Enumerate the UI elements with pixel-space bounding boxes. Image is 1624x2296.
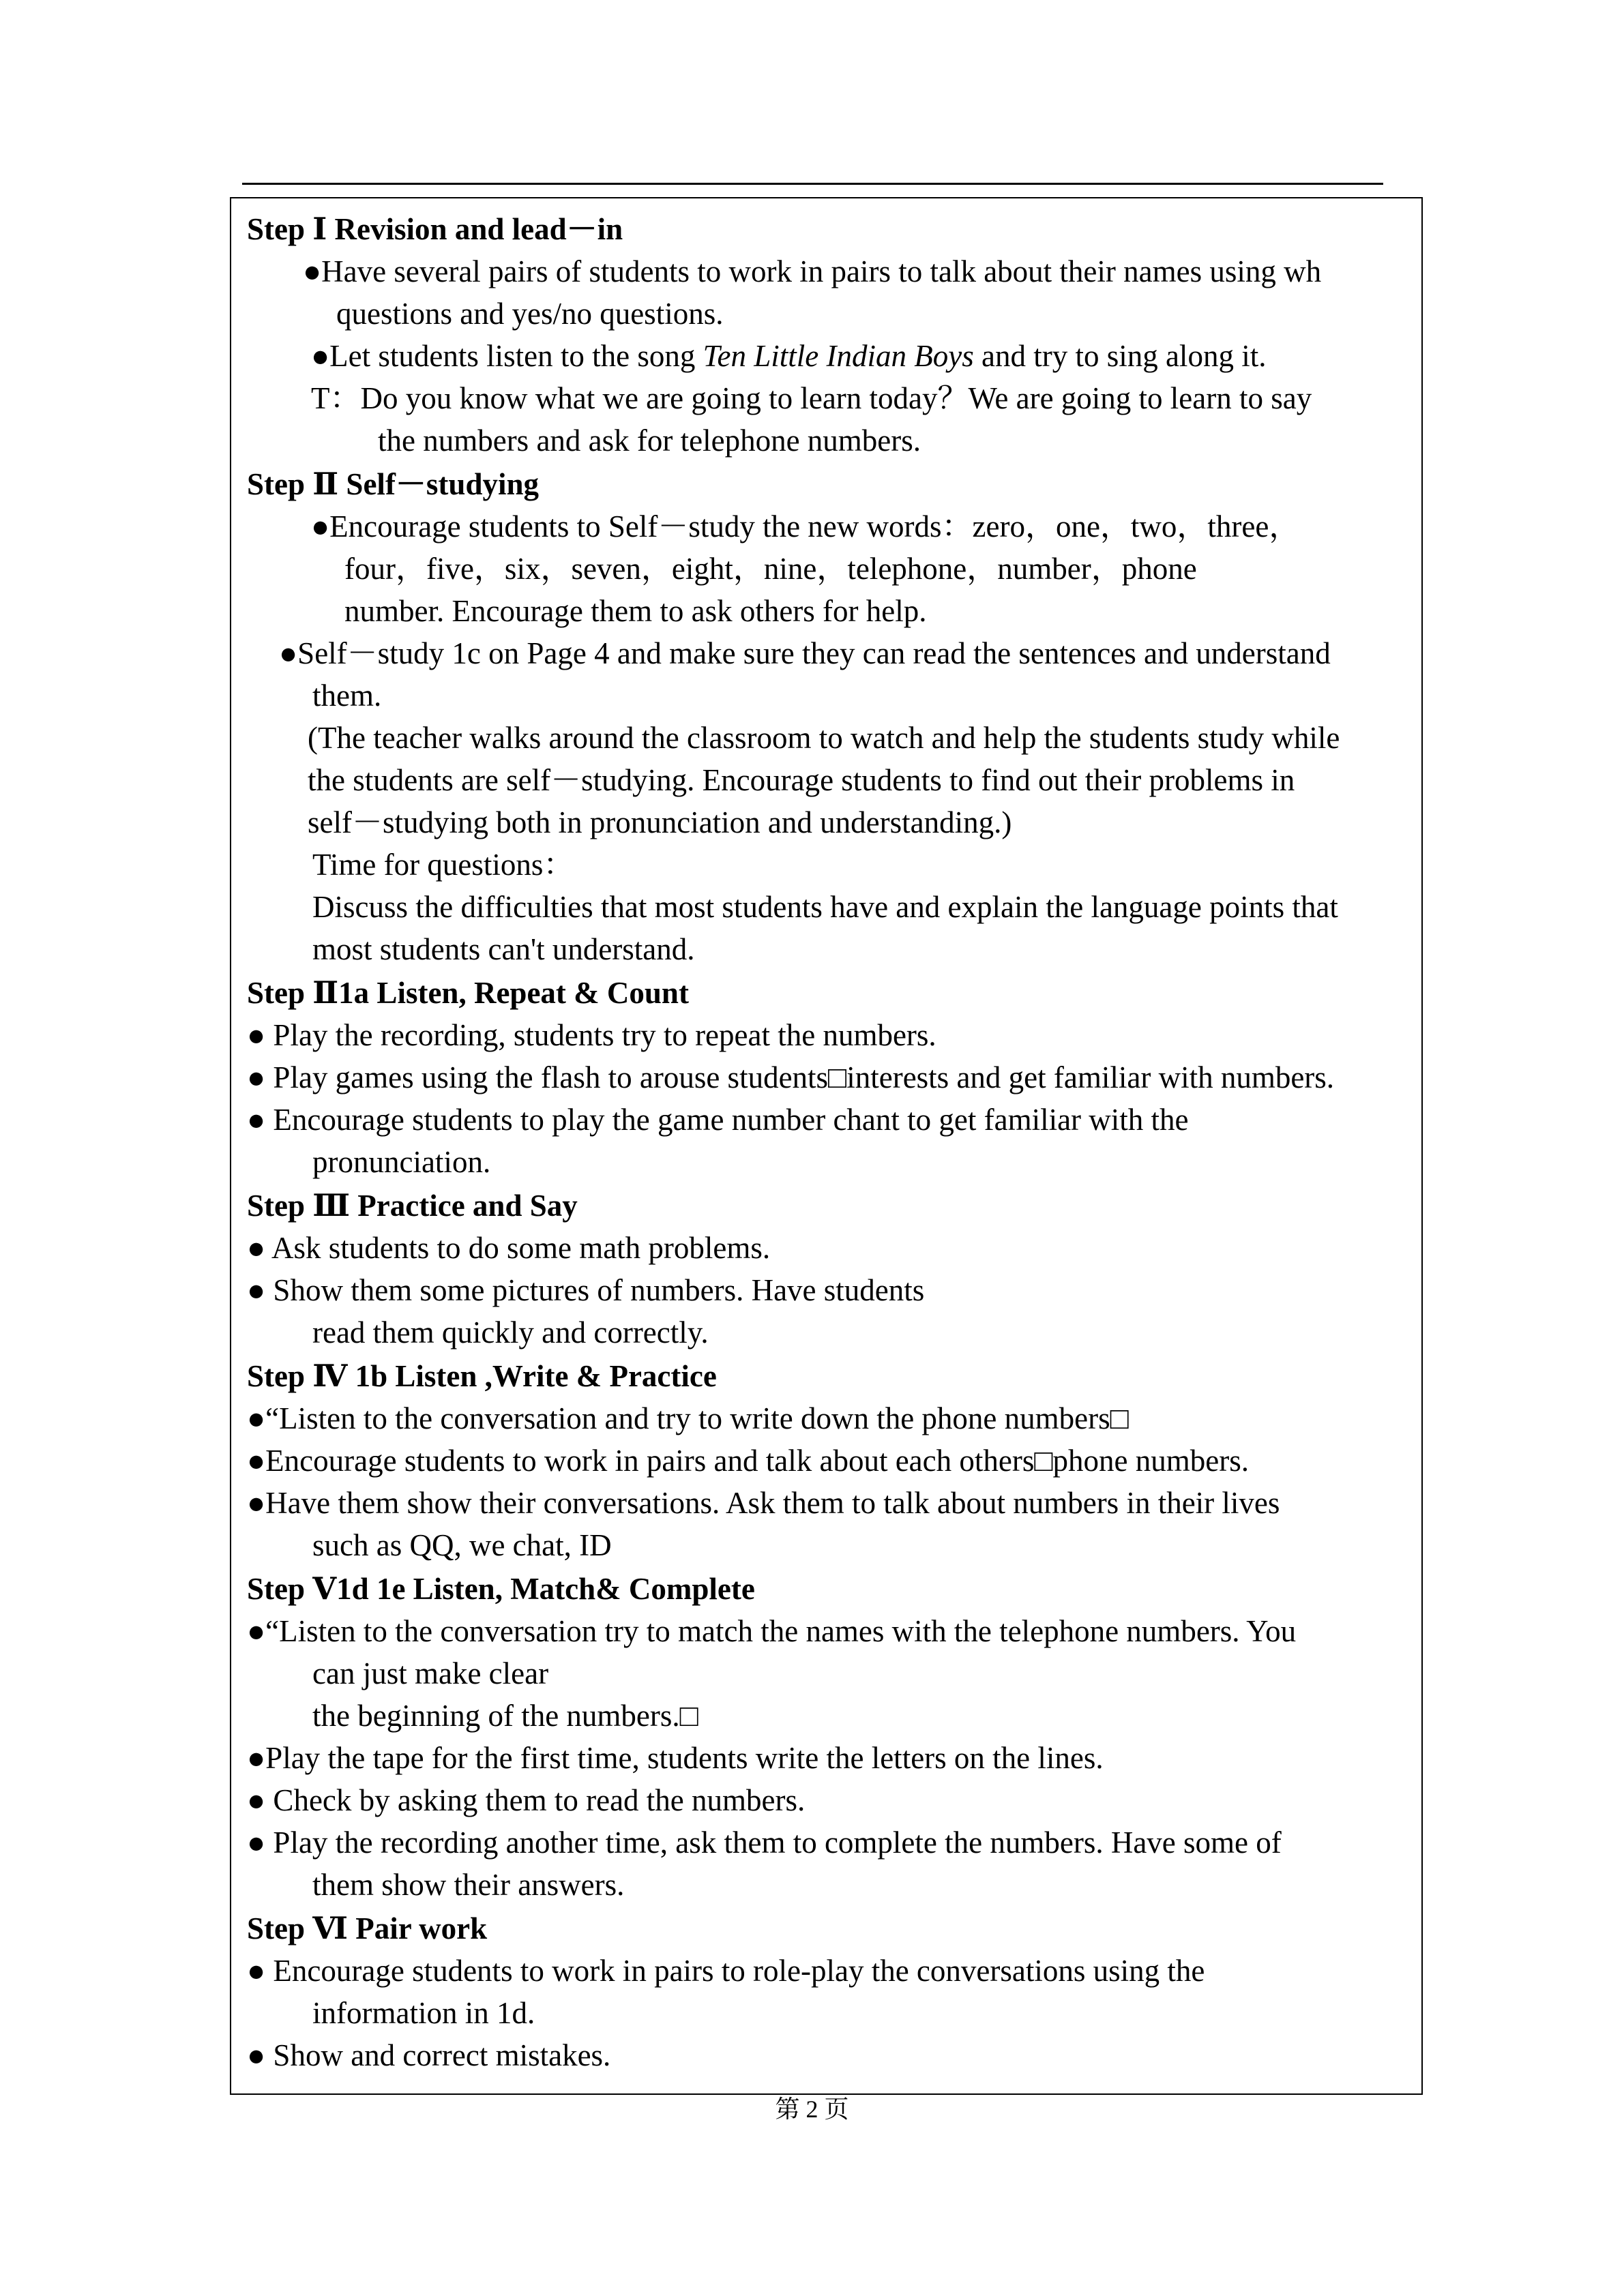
- text-line: (The teacher walks around the classroom to watch and help the students study while: [308, 721, 1340, 755]
- bullet-line: ●Self－study 1c on Page 4 and make sure they can read the sentences and understand: [279, 636, 1331, 670]
- bullet-line: ● Show and correct mistakes.: [247, 2038, 611, 2072]
- bullet-line: ● Play the recording, students try to repeat the numbers.: [247, 1018, 936, 1052]
- text-line: four，five，six，seven，eight，nine，telephone，number，phone: [344, 552, 1197, 586]
- bullet-line: ● Play the recording another time, ask them to complete the numbers. Have some of: [247, 1825, 1282, 1860]
- step-heading: Step Ⅰ Revision and lead－in: [247, 212, 623, 246]
- text-line: such as QQ, we chat, ID: [312, 1528, 612, 1562]
- bullet-line: ● Encourage students to work in pairs to role-play the conversations using the: [247, 1954, 1205, 1988]
- step-heading: Step Ⅳ 1b Listen ,Write & Practice: [247, 1359, 717, 1393]
- bullet-line: ● Show them some pictures of numbers. Have students: [247, 1273, 925, 1307]
- page-number: 第 2 页: [775, 2096, 849, 2123]
- text-line: pronunciation.: [312, 1145, 491, 1179]
- text-line: self－studying both in pronunciation and understanding.): [308, 805, 1012, 839]
- bullet-line: ● Play games using the flash to arouse students□interests and get familiar with numbers.: [247, 1060, 1335, 1094]
- bullet-line: ●Let students listen to the song Ten Little Indian Boys and try to sing along it.: [311, 339, 1267, 373]
- bullet-line: ● Ask students to do some math problems.: [247, 1231, 771, 1265]
- text-line: most students can't understand.: [312, 932, 695, 966]
- bullet-line: ●Encourage students to Self－study the new words：zero，one，two，three，: [311, 509, 1300, 543]
- text-line: T：Do you know what we are going to learn today？We are going to learn to say: [311, 381, 1312, 415]
- lesson-content-box: [230, 197, 1423, 2095]
- bullet-line: ●Encourage students to work in pairs and talk about each others□phone numbers.: [247, 1444, 1249, 1478]
- text-line: information in 1d.: [312, 1996, 535, 2030]
- step-heading: Step Ⅵ Pair work: [247, 1911, 488, 1945]
- text-line: Discuss the difficulties that most students have and explain the language points that: [312, 890, 1338, 924]
- text-line: questions and yes/no questions.: [336, 297, 724, 331]
- header-rule: [242, 183, 1383, 185]
- text-line: them.: [312, 679, 382, 713]
- text-line: number. Encourage them to ask others for help.: [344, 594, 927, 628]
- text-line: read them quickly and correctly.: [312, 1315, 709, 1350]
- text-line: Time for questions：: [312, 848, 574, 882]
- bullet-line: ● Check by asking them to read the numbers.: [247, 1783, 806, 1817]
- bullet-line: ●“Listen to the conversation and try to write down the phone numbers□: [247, 1401, 1129, 1435]
- song-title: Ten Little Indian Boys: [703, 339, 974, 373]
- text-line: the beginning of the numbers.□: [312, 1699, 698, 1733]
- step-heading: Step Ⅲ Practice and Say: [247, 1189, 578, 1223]
- bullet-line: ●Have them show their conversations. Ask them to talk about numbers in their lives: [247, 1486, 1280, 1520]
- step-heading: Step Ⅴ1d 1e Listen, Match& Complete: [247, 1572, 755, 1606]
- bullet-line: ●“Listen to the conversation try to match the names with the telephone numbers. You: [247, 1614, 1297, 1648]
- text-line: can just make clear: [312, 1656, 549, 1690]
- text-line: the students are self－studying. Encourage students to find out their problems in: [308, 763, 1295, 797]
- bullet-line: ●Play the tape for the first time, students write the letters on the lines.: [247, 1741, 1104, 1775]
- text-line: them show their answers.: [312, 1868, 625, 1902]
- text-line: the numbers and ask for telephone numbers.: [378, 423, 921, 458]
- step-heading: Step Ⅱ1a Listen, Repeat & Count: [247, 976, 689, 1010]
- bullet-line: ● Encourage students to play the game number chant to get familiar with the: [247, 1103, 1189, 1137]
- bullet-line: ●Have several pairs of students to work in pairs to talk about their names using wh: [303, 254, 1322, 288]
- step-heading: Step Ⅱ Self－studying: [247, 467, 540, 501]
